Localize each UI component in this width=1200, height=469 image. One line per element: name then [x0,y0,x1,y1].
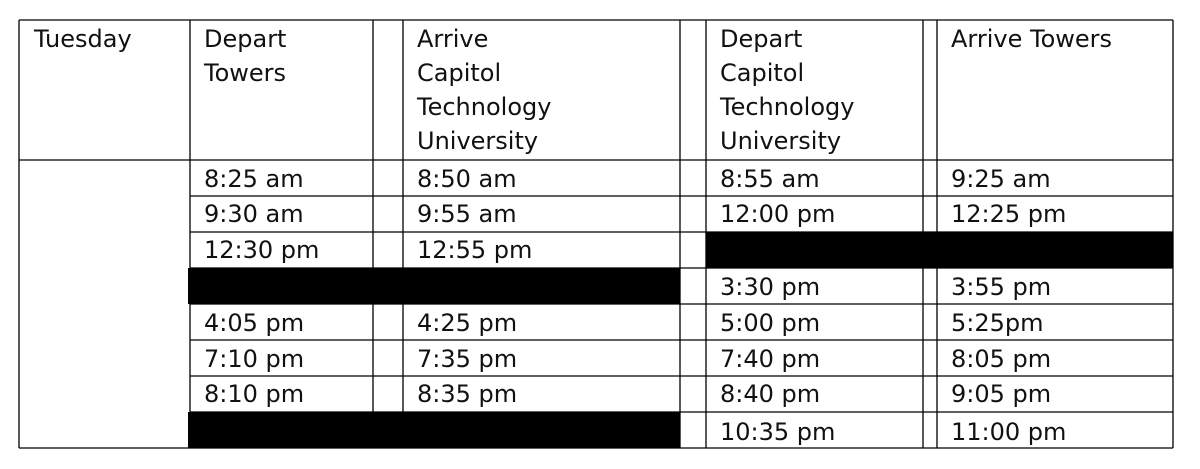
table-cell: 12:25 pm [951,200,1067,228]
table-cell: 3:55 pm [951,273,1052,301]
table-cell: 11:00 pm [951,418,1067,446]
header-depart-ctu: Depart Capitol Technology University [720,25,855,155]
header-arrive-ctu: Arrive Capitol Technology University [417,25,552,155]
table-cell: 9:05 pm [951,380,1052,408]
table-cell: 7:10 pm [204,345,305,373]
table-cell: 8:25 am [204,165,304,193]
header-depart-towers: Depart Towers [204,25,287,87]
table-cell: 8:50 am [417,165,517,193]
table-cell: 8:05 pm [951,345,1052,373]
day-label: Tuesday [34,25,132,53]
table-cell: 7:40 pm [720,345,821,373]
table-cell: 8:10 pm [204,380,305,408]
table-cell: 5:00 pm [720,309,821,337]
table-cell: 9:30 am [204,200,304,228]
redacted-bar [706,232,1173,268]
table-cell: 9:25 am [951,165,1051,193]
table-cell: 8:40 pm [720,380,821,408]
table-cell: 4:05 pm [204,309,305,337]
table-cell: 3:30 pm [720,273,821,301]
redacted-bar [188,412,680,448]
table-cell: 9:55 am [417,200,517,228]
table-cell: 8:35 pm [417,380,518,408]
table-cell: 12:55 pm [417,236,533,264]
table-cell: 12:00 pm [720,200,836,228]
table-cell: 12:30 pm [204,236,320,264]
table-cell: 10:35 pm [720,418,836,446]
table-cell: 8:55 am [720,165,820,193]
redacted-bar [188,268,680,304]
table-cell: 7:35 pm [417,345,518,373]
table-cell: 4:25 pm [417,309,518,337]
table-cell: 5:25pm [951,309,1044,337]
header-arrive-towers: Arrive Towers [951,25,1113,53]
